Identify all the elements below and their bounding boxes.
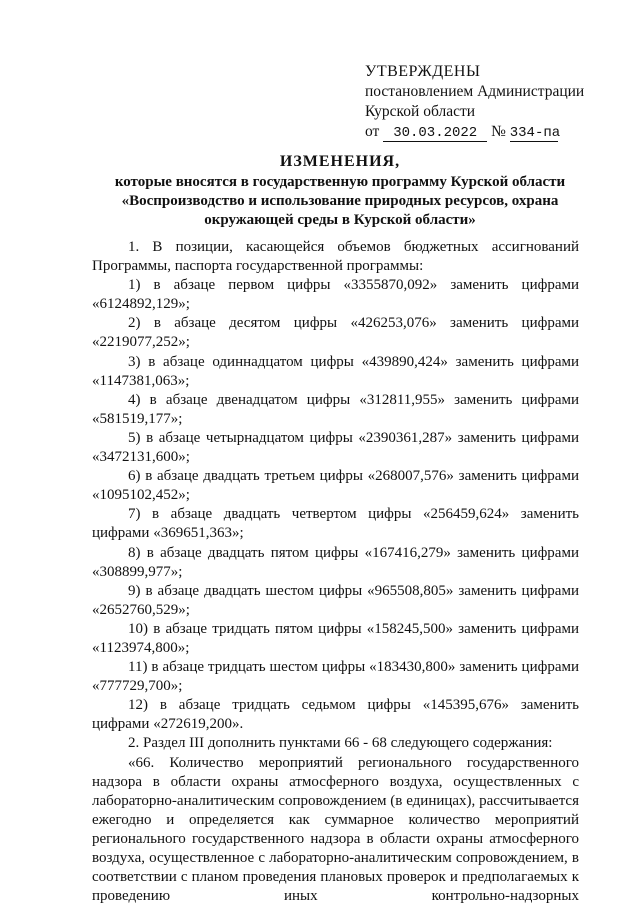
paragraph-2: 2. Раздел III дополнить пунктами 66 - 68 следующего содержания:	[128, 735, 553, 752]
list-item: 10) в абзаце тридцать пятом цифры «158245,500» заменить цифрами «1123974,800»;	[92, 620, 579, 656]
approval-date: 30.03.2022	[383, 125, 487, 142]
list-item: 4) в абзаце двенадцатом цифры «312811,955» заменить цифрами «581519,177»;	[92, 391, 579, 427]
document-body	[92, 238, 579, 906]
heading-title: ИЗМЕНЕНИЯ,	[279, 153, 401, 170]
list-item: 8) в абзаце двадцать пятом цифры «167416,279» заменить цифрами «308899,977»;	[92, 544, 579, 580]
approval-line: Курской области	[365, 103, 476, 120]
list-item: 7) в абзаце двадцать четвертом цифры «256459,624» заменить цифрами «369651,363»;	[92, 506, 579, 542]
list-item: 11) в абзаце тридцать шестом цифры «183430,800» заменить цифрами «777729,700»;	[92, 659, 579, 695]
list-item: 9) в абзаце двадцать шестом цифры «965508,805» заменить цифрами «2652760,529»;	[92, 582, 579, 618]
approval-title: УТВЕРЖДЕНЫ	[365, 63, 481, 80]
number-label: №	[491, 123, 506, 140]
heading-line: «Воспроизводство и использование природных ресурсов, охрана	[121, 193, 559, 209]
list-item: 1) в абзаце первом цифры «3355870,092» заменить цифрами «6124892,129»;	[92, 277, 579, 313]
list-item: 5) в абзаце четырнадцатом цифры «2390361,287» заменить цифрами «3472131,600»;	[92, 429, 579, 466]
list-item: 2) в абзаце десятом цифры «426253,076» заменить цифрами «2219077,252»;	[92, 315, 579, 351]
document-heading	[90, 152, 590, 230]
list-item: 12) в абзаце тридцать седьмом цифры «145395,676» заменить цифрами «272619,200».	[92, 697, 579, 733]
heading-line: которые вносятся в государственную программу Курской области	[114, 174, 566, 190]
approval-number: 334-па	[509, 125, 561, 141]
list-item: 6) в абзаце двадцать третьем цифры «268007,576» заменить цифрами «1095102,452»;	[92, 468, 579, 504]
paragraph-3: «66. Количество мероприятий регионального государственного надзора в области охраны атмосферного воздуха, осуществленных с лабораторно-аналитическим сопровождением (в единицах), рассчитывается ежегодно и определяется как суммарное количество мероприятий регионального государственного надзора в области охраны атмосферного воздуха, осуществленное с лабораторно-аналитическим сопровождением, в соответствии с планом проведения плановых проверок и предполагаемых к проведению иных контрольно-надзорных	[92, 754, 579, 905]
approval-line: постановлением Администрации	[365, 83, 585, 100]
list-item: 3) в абзаце одиннадцатом цифры «439890,424» заменить цифрами «1147381,063»;	[92, 353, 579, 389]
from-label: от	[365, 123, 380, 140]
approval-block	[365, 62, 625, 142]
paragraph-1: 1. В позиции, касающейся объемов бюджетных ассигнований Программы, паспорта государственной программы:	[92, 239, 579, 275]
heading-line: окружающей среды в Курской области»	[204, 212, 476, 228]
approval-date-line	[365, 122, 625, 142]
